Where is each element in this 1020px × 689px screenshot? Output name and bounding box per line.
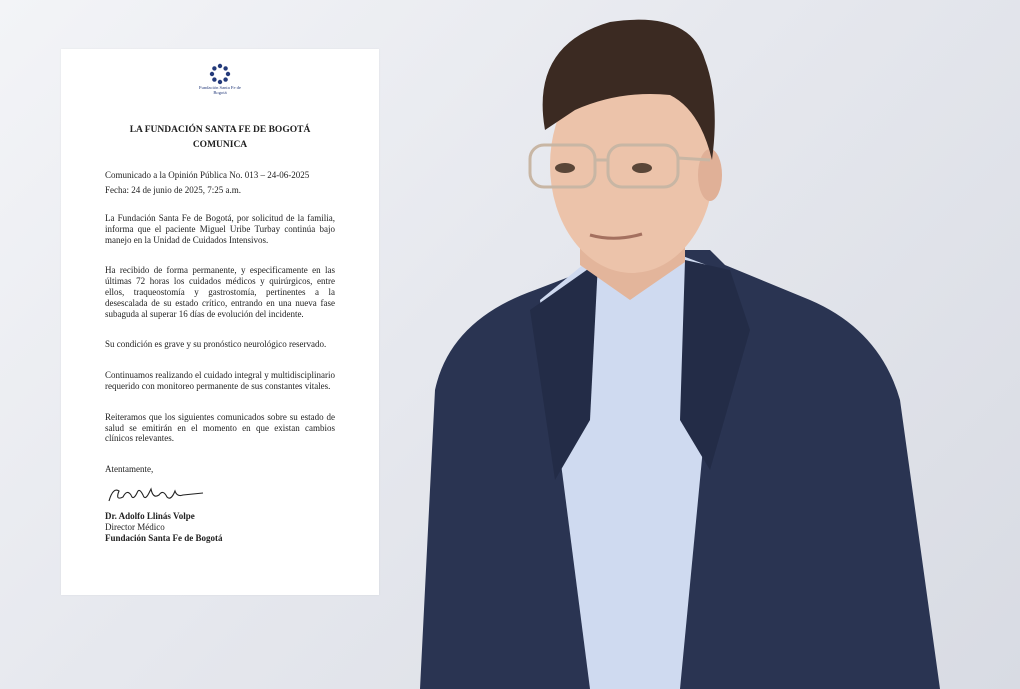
letter-meta	[105, 168, 335, 198]
date-line: Fecha: 24 de junio de 2025, 7:25 a.m.	[105, 185, 241, 195]
signer-block	[105, 511, 335, 543]
signer-title: Director Médico	[105, 521, 165, 532]
glasses-arm	[678, 158, 710, 160]
communique-number: Comunicado a la Opinión Pública No. 013 – 24-06-2025	[105, 170, 310, 180]
foundation-logo	[105, 63, 335, 95]
paragraph-5: Reiteramos que los siguientes comunicados sobre su estado de salud se emitirán en el momento en que existan cambios clínicos relevantes.	[105, 411, 335, 444]
portrait-illustration	[380, 0, 1020, 689]
closing: Atentamente,	[105, 464, 154, 475]
letter-title	[105, 123, 335, 153]
press-release-letter	[61, 49, 379, 595]
paragraph-4: Continuamos realizando el cuidado integral y multidisciplinario requerido con monitoreo permanente de sus constantes vitales.	[105, 370, 335, 391]
paragraph-3: Su condición es grave y su pronóstico neurológico reservado.	[105, 339, 327, 350]
signer-organization: Fundación Santa Fe de Bogotá	[105, 532, 223, 543]
title-line-1: LA FUNDACIÓN SANTA FE DE BOGOTÁ	[129, 125, 311, 135]
paragraph-1: La Fundación Santa Fe de Bogotá, por solicitud de la familia, informa que el paciente Miguel Uribe Turbay continúa bajo manejo en la Unidad de Cuidados Intensivos.	[105, 213, 335, 245]
left-eye	[555, 163, 575, 173]
title-line-2: COMUNICA	[192, 140, 248, 150]
letter-content	[105, 63, 335, 543]
handwritten-signature	[105, 481, 205, 509]
fundacion-star-logo-icon	[209, 63, 231, 85]
signer-name: Dr. Adolfo Llinás Volpe	[105, 510, 195, 521]
right-eye	[632, 163, 652, 173]
ear	[698, 149, 722, 201]
portrait-photo	[380, 0, 1020, 689]
logo-text: Fundación Santa Fe de Bogotá	[199, 85, 241, 95]
paragraph-2: Ha recibido de forma permanente, y especificamente en las últimas 72 horas los cuidados médicos y quirúrgicos, entre ellos, traqueostomía y gastrostomía, pertinentes a la desescalada de su estado crítico, entrando en una nueva fase subaguda al superar 16 días de evolución del incidente.	[105, 265, 335, 319]
